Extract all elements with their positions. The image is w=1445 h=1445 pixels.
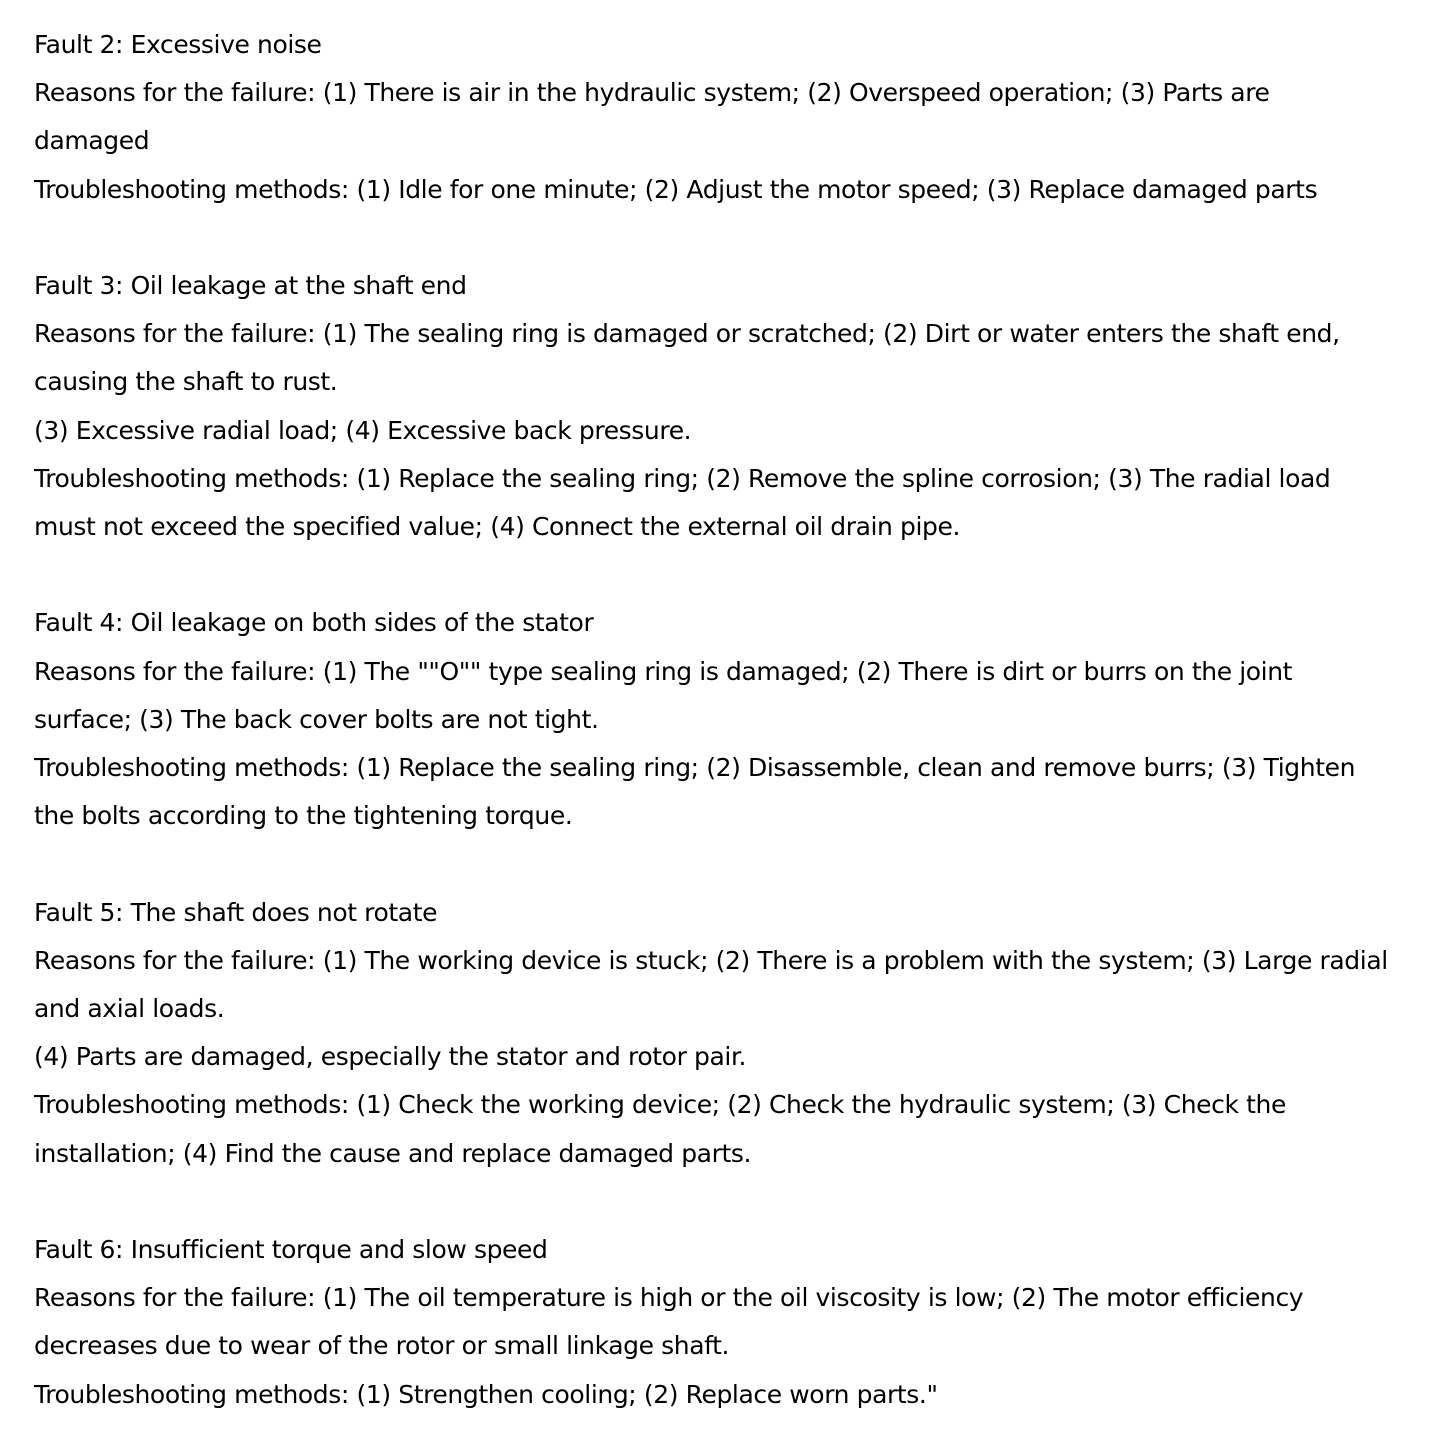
fault-5-methods-line-1: Troubleshooting methods: (1) Check the working device; (2) Check the hydraulic system; (3) Check the: [34, 1090, 1286, 1120]
fault-5-reasons-line-2: and axial loads.: [34, 994, 225, 1024]
fault-4-reasons-line-1: Reasons for the failure: (1) The ""O"" type sealing ring is damaged; (2) There is dirt or burrs on the joint: [34, 656, 1293, 686]
fault-3-methods-line-1: Troubleshooting methods: (1) Replace the sealing ring; (2) Remove the spline corrosion; (3) The radial load: [34, 463, 1331, 493]
fault-3-title: Fault 3: Oil leakage at the shaft end: [34, 271, 467, 300]
fault-5-reasons-line-3: (4) Parts are damaged, especially the stator and rotor pair.: [34, 1042, 747, 1072]
fault-3-reasons-line-3: (3) Excessive radial load; (4) Excessive back pressure.: [34, 415, 692, 445]
fault-6-reasons-line-2: decreases due to wear of the rotor or small linkage shaft.: [34, 1331, 730, 1361]
fault-6-reasons-line-1: Reasons for the failure: (1) The oil temperature is high or the oil viscosity is low; (2) The motor efficiency: [34, 1283, 1304, 1313]
fault-2-methods-line-1: Troubleshooting methods: (1) Idle for one minute; (2) Adjust the motor speed; (3) Replace damaged parts: [34, 174, 1318, 204]
fault-4-reasons-line-2: surface; (3) The back cover bolts are not tight.: [34, 704, 599, 734]
fault-5-reasons-line-1: Reasons for the failure: (1) The working device is stuck; (2) There is a problem with the system; (3) Large radial: [34, 945, 1388, 975]
fault-5-methods-line-2: installation; (4) Find the cause and replace damaged parts.: [34, 1138, 752, 1168]
section-gap: [34, 840, 1429, 888]
fault-4-title: Fault 4: Oil leakage on both sides of the stator: [34, 608, 594, 638]
fault-5-title: Fault 5: The shaft does not rotate: [34, 897, 438, 927]
fault-6-methods-line-1: Troubleshooting methods: (1) Strengthen cooling; (2) Replace worn parts.": [34, 1379, 938, 1409]
fault-2-title: Fault 2: Excessive noise: [34, 30, 322, 59]
fault-3-section: [34, 262, 1429, 551]
fault-3-reasons-line-1: Reasons for the failure: (1) The sealing ring is damaged or scratched; (2) Dirt or water enters the shaft end,: [34, 319, 1340, 349]
fault-2-reasons-line-1: Reasons for the failure: (1) There is air in the hydraulic system; (2) Overspeed operation; (3) Parts are: [34, 78, 1270, 108]
section-gap: [34, 551, 1429, 599]
fault-6-title: Fault 6: Insufficient torque and slow speed: [34, 1235, 548, 1265]
fault-4-methods-line-1: Troubleshooting methods: (1) Replace the sealing ring; (2) Disassemble, clean and remove burrs; (3) Tighten: [34, 753, 1356, 783]
fault-4-methods-line-2: the bolts according to the tightening torque.: [34, 801, 573, 831]
fault-3-reasons-line-2: causing the shaft to rust.: [34, 367, 338, 397]
document-body: [34, 21, 1429, 1419]
fault-2-section: [34, 21, 1429, 214]
fault-2-reasons-line-2: damaged: [34, 126, 150, 156]
fault-4-section: [34, 599, 1429, 840]
fault-3-methods-line-2: must not exceed the specified value; (4) Connect the external oil drain pipe.: [34, 512, 961, 542]
section-gap: [34, 1178, 1429, 1226]
fault-5-section: [34, 889, 1429, 1178]
section-gap: [34, 214, 1429, 262]
fault-6-section: [34, 1226, 1429, 1419]
